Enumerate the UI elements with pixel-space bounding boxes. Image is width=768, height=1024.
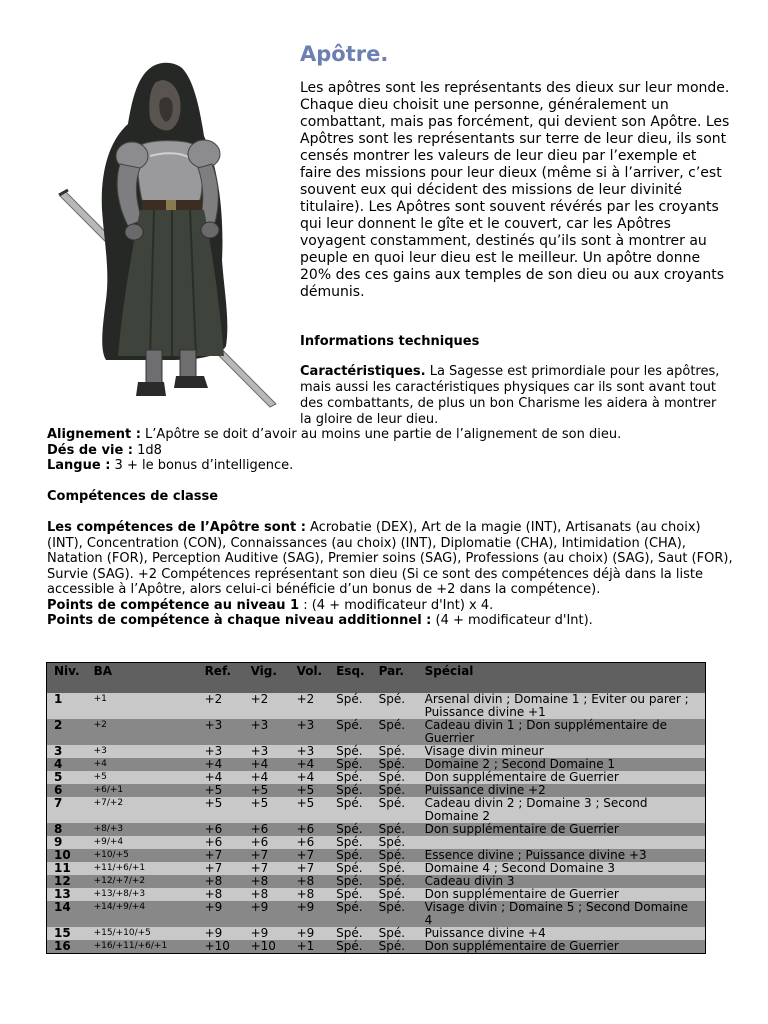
cell-ba: +3 (87, 745, 198, 758)
cell-esq: Spé. (329, 771, 372, 784)
apotre-illustration (54, 60, 282, 410)
cell-esq: Spé. (329, 875, 372, 888)
cell-vol: +1 (290, 940, 330, 954)
cell-special: Don supplémentaire de Guerrier (418, 888, 706, 901)
cell-niv: 2 (47, 719, 87, 745)
cell-ref: +4 (198, 771, 244, 784)
points-additionnel-label: Points de compétence à chaque niveau additionnel : (47, 613, 432, 628)
cell-vol: +6 (290, 823, 330, 836)
cell-niv: 5 (47, 771, 87, 784)
cell-ba: +13/+8/+3 (87, 888, 198, 901)
cell-niv: 6 (47, 784, 87, 797)
cell-special: Don supplémentaire de Guerrier (418, 823, 706, 836)
cell-esq: Spé. (329, 836, 372, 849)
competences-heading: Compétences de classe (47, 489, 219, 504)
points-additionnel-text: (4 + modificateur d'Int). (431, 613, 593, 628)
cell-par: Spé. (372, 719, 418, 745)
cell-vol: +9 (290, 901, 330, 927)
cell-vig: +4 (244, 758, 290, 771)
cell-par: Spé. (372, 901, 418, 927)
cell-esq: Spé. (329, 719, 372, 745)
info-heading: Informations techniques (300, 334, 480, 349)
cell-ba: +4 (87, 758, 198, 771)
cell-ba: +6/+1 (87, 784, 198, 797)
cell-vig: +3 (244, 719, 290, 745)
cell-ba: +14/+9/+4 (87, 901, 198, 927)
cell-esq: Spé. (329, 693, 372, 719)
table-row (47, 901, 706, 927)
cell-ref: +5 (198, 784, 244, 797)
cell-esq: Spé. (329, 888, 372, 901)
cell-special: Cadeau divin 1 ; Don supplémentaire de Guerrier (418, 719, 706, 745)
alignement-line (47, 427, 737, 443)
cell-vol: +5 (290, 784, 330, 797)
cell-par: Spé. (372, 849, 418, 862)
cell-par: Spé. (372, 862, 418, 875)
alignement-text: L’Apôtre se doit d’avoir au moins une partie de l’alignement de son dieu. (140, 427, 622, 442)
cell-vol: +7 (290, 862, 330, 875)
cell-ba: +1 (87, 693, 198, 719)
cell-vol: +4 (290, 758, 330, 771)
cell-niv: 11 (47, 862, 87, 875)
cell-niv: 4 (47, 758, 87, 771)
competences-paragraph (47, 520, 737, 598)
cell-ba: +2 (87, 719, 198, 745)
cell-niv: 16 (47, 940, 87, 954)
cell-par: Spé. (372, 797, 418, 823)
table-row (47, 940, 706, 954)
cell-ref: +9 (198, 901, 244, 927)
cell-niv: 8 (47, 823, 87, 836)
competences-text: Acrobatie (DEX), Art de la magie (INT), Artisanats (au choix) (INT), Concentration (CON), Connaissances (au choix) (INT), Diplomatie (CHA), Intimidation (CHA), Natation (FOR), Perception Auditive (SAG), Premier soins (SAG), Professions (au choix) (SAG), Saut (FOR), Survie (SAG). +2 Compétences représentant son dieu (Si ce sont des compétences déjà dans la liste accessible à l’Apôtre, alors celui-ci bénéficie d’un bonus de +2 dans la compétence). (47, 520, 733, 597)
cell-vig: +9 (244, 927, 290, 940)
header-vol: Vol. (290, 663, 330, 694)
page-title: Apôtre. (300, 42, 389, 66)
cell-par: Spé. (372, 693, 418, 719)
cell-ref: +8 (198, 875, 244, 888)
table-row (47, 693, 706, 719)
cell-vol: +9 (290, 927, 330, 940)
cell-vol: +6 (290, 836, 330, 849)
des-de-vie-line (47, 443, 737, 459)
cell-esq: Spé. (329, 758, 372, 771)
cell-special: Domaine 2 ; Second Domaine 1 (418, 758, 706, 771)
cell-niv: 1 (47, 693, 87, 719)
table-row (47, 823, 706, 836)
cell-ref: +8 (198, 888, 244, 901)
table-row (47, 719, 706, 745)
langue-label: Langue : (47, 458, 111, 473)
cell-esq: Spé. (329, 927, 372, 940)
cell-ref: +6 (198, 823, 244, 836)
caracteristiques-paragraph (300, 364, 728, 428)
cell-ba: +9/+4 (87, 836, 198, 849)
table-body (47, 693, 706, 954)
cell-special: Domaine 4 ; Second Domaine 3 (418, 862, 706, 875)
intro-paragraph: Les apôtres sont les représentants des dieux sur leur monde. Chaque dieu choisit une personne, généralement un combattant, mais pas forcément, qui devient son Apôtre. Les Apôtres sont les représentants sur terre de leur dieu, ils sont censés montrer les valeurs de leur dieu par l’exemple et faire des missions pour leur dieux (même si à l’arriver, c’est souvent eux qui décident des missions de leur divinité titulaire). Les Apôtres sont souvent révérés par les croyants qui leur donnent le gîte et le couvert, car les Apôtres voyagent constamment, destinés qu’ils sont à montrer au peuple en quoi leur dieu est le meilleur. Un apôtre donne 20% des ces gains aux temples de son dieu ou aux croyants démunis. (300, 80, 730, 300)
cell-vol: +3 (290, 745, 330, 758)
cell-par: Spé. (372, 940, 418, 954)
header-niv: Niv. (47, 663, 87, 694)
cell-ref: +10 (198, 940, 244, 954)
cell-niv: 7 (47, 797, 87, 823)
cell-esq: Spé. (329, 940, 372, 954)
cell-ba: +12/+7/+2 (87, 875, 198, 888)
langue-text: 3 + le bonus d’intelligence. (110, 458, 294, 473)
header-ref: Ref. (198, 663, 244, 694)
cell-special: Visage divin ; Domaine 5 ; Second Domaine 4 (418, 901, 706, 927)
competences-label: Les compétences de l’Apôtre sont : (47, 520, 306, 535)
cell-special: Cadeau divin 2 ; Domaine 3 ; Second Domaine 2 (418, 797, 706, 823)
cell-vig: +7 (244, 849, 290, 862)
des-de-vie-text: 1d8 (133, 442, 162, 458)
des-de-vie-label: Dés de vie : (47, 442, 133, 458)
cell-vig: +4 (244, 771, 290, 784)
cell-ref: +4 (198, 758, 244, 771)
cell-vig: +10 (244, 940, 290, 954)
cell-esq: Spé. (329, 784, 372, 797)
cell-ba: +7/+2 (87, 797, 198, 823)
cell-esq: Spé. (329, 862, 372, 875)
cell-special: Puissance divine +2 (418, 784, 706, 797)
cell-ref: +3 (198, 719, 244, 745)
cell-par: Spé. (372, 927, 418, 940)
cell-niv: 12 (47, 875, 87, 888)
cell-ba: +15/+10/+5 (87, 927, 198, 940)
header-par: Par. (372, 663, 418, 694)
cell-special: Visage divin mineur (418, 745, 706, 758)
cell-ref: +5 (198, 797, 244, 823)
table-row (47, 862, 706, 875)
cell-vig: +5 (244, 784, 290, 797)
cell-vol: +7 (290, 849, 330, 862)
cell-vol: +4 (290, 771, 330, 784)
cell-vol: +2 (290, 693, 330, 719)
cell-par: Spé. (372, 823, 418, 836)
cell-vig: +7 (244, 862, 290, 875)
cell-par: Spé. (372, 875, 418, 888)
cell-ba: +11/+6/+1 (87, 862, 198, 875)
cell-vig: +5 (244, 797, 290, 823)
cell-ref: +7 (198, 849, 244, 862)
cell-special: Puissance divine +4 (418, 927, 706, 940)
points-niveau1-line (47, 598, 737, 614)
table-header-row (47, 663, 706, 694)
cell-esq: Spé. (329, 823, 372, 836)
progression-table (46, 662, 706, 954)
competences-block (47, 520, 737, 629)
cell-ref: +2 (198, 693, 244, 719)
langue-line (47, 458, 737, 474)
cell-ref: +7 (198, 862, 244, 875)
cell-esq: Spé. (329, 901, 372, 927)
cell-vol: +3 (290, 719, 330, 745)
cell-par: Spé. (372, 784, 418, 797)
cell-ba: +10/+5 (87, 849, 198, 862)
cell-niv: 3 (47, 745, 87, 758)
cell-vol: +8 (290, 888, 330, 901)
caracteristiques-text: La Sagesse est primordiale pour les apôtres, mais aussi les caractéristiques physiques car ils sont avant tout des combattants, de plus un bon Charisme les aidera à montrer la gloire de leur dieu. (300, 364, 720, 427)
cell-special: Don supplémentaire de Guerrier (418, 940, 706, 954)
cell-niv: 10 (47, 849, 87, 862)
cell-niv: 9 (47, 836, 87, 849)
cell-ref: +9 (198, 927, 244, 940)
cell-esq: Spé. (329, 745, 372, 758)
cell-esq: Spé. (329, 797, 372, 823)
cell-par: Spé. (372, 745, 418, 758)
cell-vig: +9 (244, 901, 290, 927)
cell-ref: +3 (198, 745, 244, 758)
class-stats (47, 427, 737, 474)
points-niveau1-text: : (4 + modificateur d'Int) x 4. (299, 597, 494, 613)
cell-vol: +5 (290, 797, 330, 823)
table-row (47, 771, 706, 784)
cell-special: Arsenal divin ; Domaine 1 ; Eviter ou parer ; Puissance divine +1 (418, 693, 706, 719)
cell-esq: Spé. (329, 849, 372, 862)
cell-vig: +6 (244, 823, 290, 836)
cell-ref: +6 (198, 836, 244, 849)
cell-ba: +16/+11/+6/+1 (87, 940, 198, 954)
header-ba: BA (87, 663, 198, 694)
alignement-label: Alignement : (47, 427, 141, 442)
cell-par: Spé. (372, 836, 418, 849)
cell-ba: +8/+3 (87, 823, 198, 836)
cell-special: Cadeau divin 3 (418, 875, 706, 888)
points-additionnel-line (47, 613, 737, 629)
cell-vig: +8 (244, 875, 290, 888)
cell-special: Essence divine ; Puissance divine +3 (418, 849, 706, 862)
cell-niv: 15 (47, 927, 87, 940)
caracteristiques-label: Caractéristiques. (300, 364, 426, 379)
cell-ba: +5 (87, 771, 198, 784)
cell-vol: +8 (290, 875, 330, 888)
cell-vig: +8 (244, 888, 290, 901)
header-special: Spécial (418, 663, 706, 694)
cell-par: Spé. (372, 758, 418, 771)
cell-vig: +3 (244, 745, 290, 758)
header-esq: Esq. (329, 663, 372, 694)
points-niveau1-label: Points de compétence au niveau 1 (47, 597, 300, 613)
cell-special: Don supplémentaire de Guerrier (418, 771, 706, 784)
header-vig: Vig. (244, 663, 290, 694)
cell-niv: 13 (47, 888, 87, 901)
table-row (47, 797, 706, 823)
cell-niv: 14 (47, 901, 87, 927)
cell-par: Spé. (372, 771, 418, 784)
cell-vig: +2 (244, 693, 290, 719)
cell-par: Spé. (372, 888, 418, 901)
cell-vig: +6 (244, 836, 290, 849)
